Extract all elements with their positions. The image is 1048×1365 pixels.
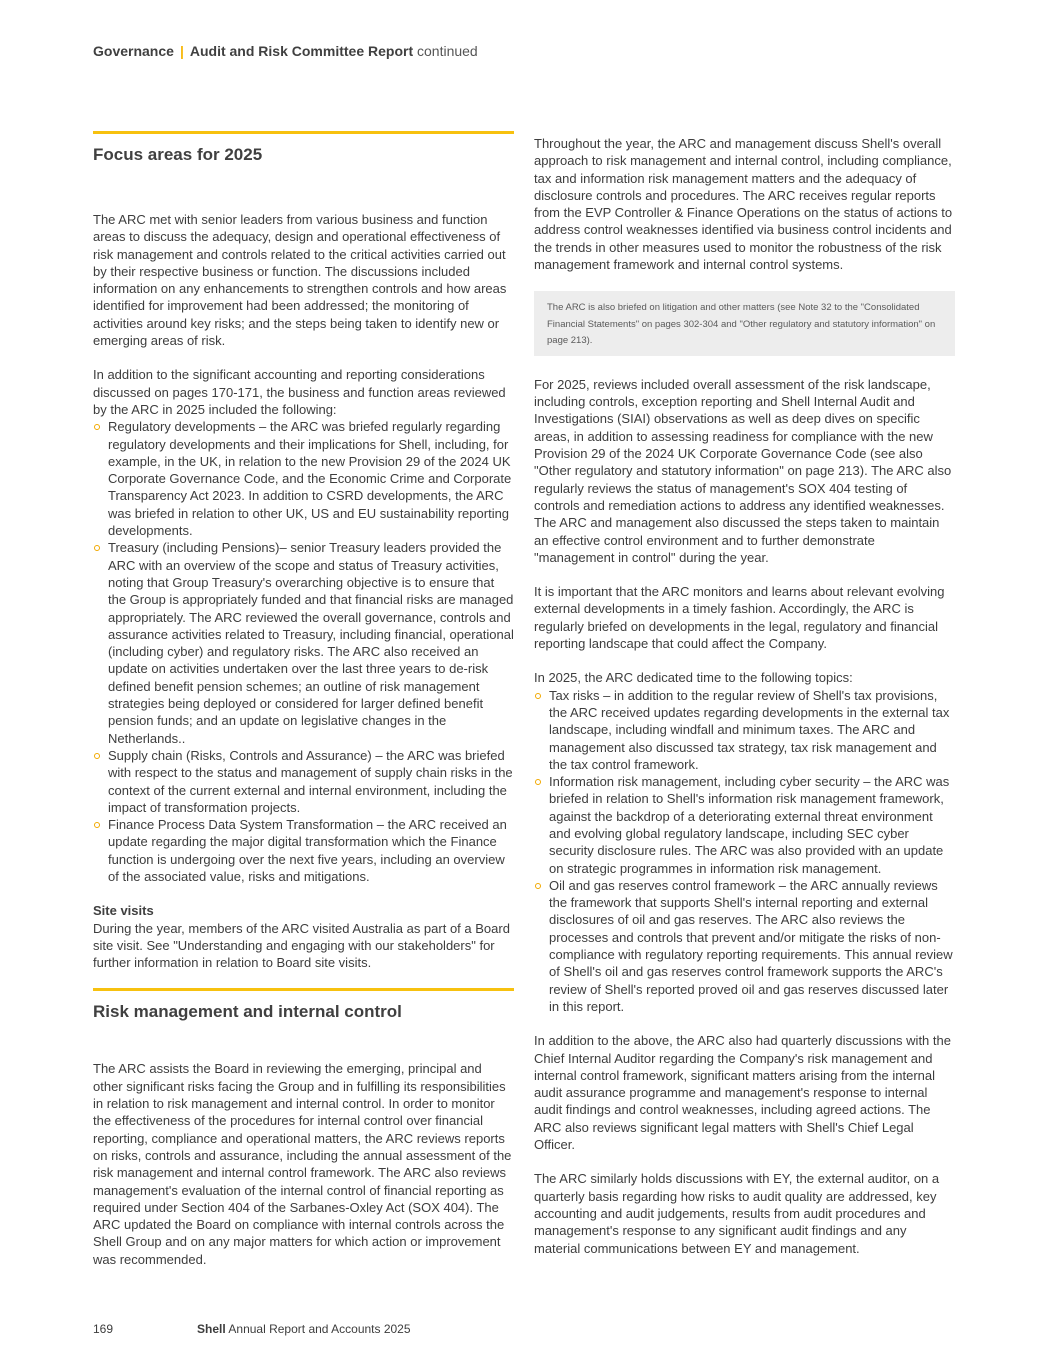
paragraph: For 2025, reviews included overall assessment of the risk landscape, including controls, exception reporting and Shell Internal Audit and Investigations (SIAI) observations as well as deep dives on specific areas, in addition to assessing readiness for compliance with the new Provision 29 of the 2024 UK Corporate Governance Code (see also "Other regulatory and statutory information" on page 213). The ARC also regularly reviews the status of management's SOX 404 testing of controls and remediation actions to address any identified weaknesses. The ARC and management also discussed the steps taken to maintain an effective control environment and to further demonstrate "management in control" during the year. (534, 376, 952, 565)
page-header (93, 43, 478, 59)
risk-paragraph: The ARC assists the Board in reviewing the emerging, principal and other significant risks facing the Group and in fulfilling its responsibilities in relation to risk management and internal control. In order to monitor the effectiveness of the procedures for internal control over financial reporting, compliance and operational matters, the ARC reviews reports on risks, controls and assurance, including the annual assessment of the risk management and internal control framework. The ARC also reviews management's evaluation of the internal control of financial reporting as required under Section 404 of the Sarbanes-Oxley Act (SOX 404). The ARC updated the Board on compliance with internal controls across the Shell Group and on any major matters for which action or improvement was recommended. (93, 1061, 512, 1267)
list-item: Treasury (including Pensions)– senior Treasury leaders provided the ARC with an overview of the scope and status of Treasury activities, noting that Group Treasury's overarching objective is to ensure that the Group is appropriately funded and that financial risks are managed appropriately. The ARC reviewed the overall governance, controls and assurance activities related to Treasury, including financial, operational (including cyber) and regulatory risks. The ARC also received an update on activities undertaken over the last three years to de-risk defined benefit pension schemes; an outline of risk management strategies being deployed or considered for larger defined benefit pension funds; and an update on legislative changes in the Netherlands.. (93, 539, 514, 747)
list-item: Finance Process Data System Transformation – the ARC received an update regarding the major digital transformation which the Finance function is undergoing over the next five years, including an overview of the associated value, risks and mitigations. (93, 816, 514, 885)
focus-paragraph: In addition to the significant accounting and reporting considerations discussed on pages 170-171, the business and function areas reviewed by the ARC in 2025 included the following: (93, 367, 506, 417)
list-item: Tax risks – in addition to the regular review of Shell's tax provisions, the ARC received updates regarding developments in the external tax landscape, including windfall and minimum taxes. The ARC and management also discussed tax strategy, tax risk management and the tax control framework. (534, 687, 955, 773)
paragraph: Throughout the year, the ARC and management discuss Shell's overall approach to risk management and internal control, including compliance, tax and information risk management matters and the adequacy of disclosure controls and procedures. The ARC receives regular reports from the EVP Controller & Finance Operations on the status of actions to address control weaknesses identified via business control incidents and the trends in other measures used to monitor the robustness of the risk management framework and internal control systems. (534, 136, 953, 273)
header-separator: | (179, 43, 184, 59)
risk-management-heading: Risk management and internal control (93, 1002, 402, 1022)
paragraph: In addition to the above, the ARC also had quarterly discussions with the Chief Internal Auditor regarding the Company's risk management and internal control framework, significant matters arising from the internal audit assurance programme and management's response to internal audit findings and control weaknesses, including agreed actions. The ARC also reviews significant legal matters with Shell's Chief Legal Officer. (534, 1033, 951, 1153)
paragraph: It is important that the ARC monitors and learns about relevant evolving external developments in a timely fashion. Accordingly, the ARC is regularly briefed on developments in the legal, regulatory and financial reporting landscape that could affect the Company. (534, 584, 945, 652)
list-item: Oil and gas reserves control framework – the ARC annually reviews the framework that supports Shell's internal reporting and external disclosures of oil and gas reserves. The ARC also reviews the processes and controls that prevent and/or mitigate the risks of non-compliance with regulatory reporting requirements. This annual review of Shell's oil and gas reserves control framework supports the ARC's review of Shell's reported proved oil and gas reserves discussed later in this report. (534, 877, 955, 1015)
report-title: Audit and Risk Committee Report (189, 43, 414, 59)
continued-label: continued (417, 43, 478, 59)
focus-areas-list (93, 418, 514, 885)
paragraph: The ARC similarly holds discussions with EY, the external auditor, on a quarterly basis regarding how risks to audit quality are addressed, key accounting and audit judgements, results from audit procedures and management's response to any significant audit findings and any material communications between EY and management. (534, 1171, 940, 1256)
topics-list (534, 687, 955, 1016)
site-visits-paragraph: During the year, members of the ARC visited Australia as part of a Board site visit. See "Understanding and engaging with our stakeholders" for further information in relation to Board site visits. (93, 920, 510, 971)
section-divider (93, 131, 514, 134)
note-box: The ARC is also briefed on litigation and other matters (see Note 32 to the "Consolidated Financial Statements" on pages 302-304 and "Other regulatory and statutory information" on page 213). (534, 291, 955, 356)
section-divider (93, 988, 514, 991)
list-item: Regulatory developments – the ARC was briefed regularly regarding regulatory developments and their implications for Shell, including, for example, in the UK, in relation to the new Provision 29 of the 2024 UK Corporate Governance Code, and the Economic Crime and Corporate Transparency Act 2023. In addition to CSRD developments, the ARC was briefed in relation to other UK, US and EU sustainability reporting developments. (93, 418, 514, 539)
publication-title: Annual Report and Accounts 2025 (228, 1322, 411, 1336)
section-label: Governance (93, 43, 174, 59)
brand-name: Shell (197, 1322, 226, 1336)
site-visits-heading: Site visits (93, 903, 154, 919)
focus-areas-heading: Focus areas for 2025 (93, 145, 263, 164)
page-number: 169 (93, 1322, 114, 1336)
list-item: Information risk management, including cyber security – the ARC was briefed in relation to Shell's information risk management framework, against the backdrop of a deteriorating external threat environment and evolving global regulatory landscape, including SEC cyber security disclosure rules. The ARC was also provided with an update on strategic programmes in information risk management. (534, 773, 955, 877)
right-column (534, 135, 955, 1257)
focus-paragraph: The ARC met with senior leaders from various business and function areas to discuss the adequacy, design and operational effectiveness of risk management and controls related to the critical activities carried out by their respective business or function. The discussions included information on any enhancements to strengthen controls and how areas identified for improvement had been addressed; the monitoring of activities around key risks; and the steps being taken to identify new or emerging areas of risk. (93, 212, 507, 349)
paragraph: In 2025, the ARC dedicated time to the following topics: (534, 670, 853, 686)
list-item: Supply chain (Risks, Controls and Assurance) – the ARC was briefed with respect to the status and management of supply chain risks in the context of the current external and internal environment, including the impact of transformation projects. (93, 747, 514, 816)
page-footer (93, 1322, 411, 1336)
left-column (93, 131, 514, 1268)
